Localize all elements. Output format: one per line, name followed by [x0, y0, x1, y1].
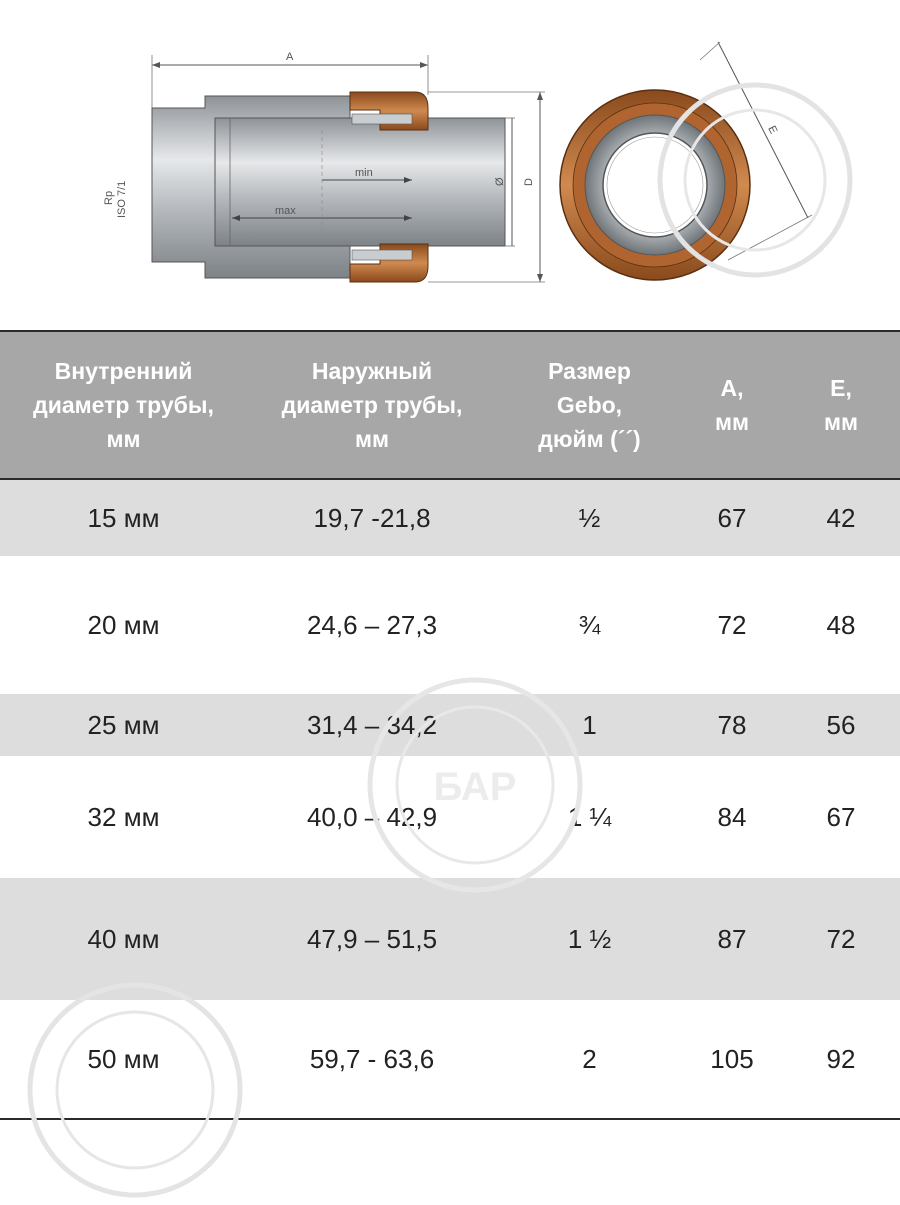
- rp-label: Rp: [103, 190, 115, 205]
- iso-label: ISO 7/1: [116, 180, 128, 218]
- cell-e: 92: [826, 1043, 856, 1074]
- fitting-drawing: [0, 0, 900, 320]
- watermark-middle-text: БАР: [433, 765, 517, 809]
- cell-e: 67: [826, 801, 856, 832]
- cell-outer: 40,0 – 42,9: [306, 801, 438, 832]
- cell-gebo: ¾: [578, 609, 601, 640]
- header-gebo-size: Размер Gebo, дюйм (´´): [538, 358, 641, 452]
- phi-label: Ø: [494, 177, 506, 186]
- cell-outer: 59,7 - 63,6: [309, 1043, 435, 1074]
- header-inner-diameter: Внутренний диаметр трубы, мм: [33, 358, 214, 452]
- cell-a: 67: [717, 502, 747, 533]
- cell-inner: 20 мм: [87, 609, 160, 640]
- table-row: [0, 694, 900, 756]
- cell-inner: 40 мм: [87, 923, 160, 954]
- table-row: [0, 1000, 900, 1118]
- dimension-a-label: A: [286, 51, 294, 63]
- cell-outer: 31,4 – 34,2: [306, 709, 438, 740]
- cell-outer: 19,7 -21,8: [313, 502, 431, 533]
- cell-gebo: 1 ½: [567, 923, 612, 954]
- cell-gebo: 1: [582, 709, 597, 740]
- table-row: [0, 480, 900, 556]
- min-label: min: [355, 167, 373, 179]
- dimensions-table: [0, 330, 900, 1120]
- table-row: [0, 556, 900, 694]
- cell-gebo: ½: [578, 502, 601, 533]
- cell-inner: 25 мм: [87, 709, 160, 740]
- d-label: D: [523, 178, 535, 186]
- cell-inner: 32 мм: [87, 801, 160, 832]
- e-label: E: [765, 123, 780, 136]
- cell-e: 72: [826, 923, 856, 954]
- cell-outer: 24,6 – 27,3: [306, 609, 438, 640]
- max-label: max: [275, 205, 296, 217]
- cell-outer: 47,9 – 51,5: [306, 923, 438, 954]
- cell-a: 78: [717, 709, 747, 740]
- table-row: [0, 756, 900, 878]
- header-outer-diameter: Наружный диаметр трубы, мм: [281, 358, 463, 452]
- cell-e: 56: [826, 709, 856, 740]
- header-a: A, мм: [714, 375, 750, 435]
- cell-inner: 50 мм: [87, 1043, 160, 1074]
- cell-e: 42: [826, 502, 856, 533]
- cell-a: 105: [710, 1043, 754, 1074]
- side-view: [103, 51, 545, 282]
- table-row: [0, 878, 900, 1000]
- front-view: [560, 42, 812, 280]
- cell-e: 48: [826, 609, 856, 640]
- cell-a: 72: [717, 609, 747, 640]
- table-header: [0, 332, 900, 480]
- cell-a: 87: [717, 923, 747, 954]
- cell-gebo: 2: [582, 1043, 597, 1074]
- cell-gebo: 1 ¼: [567, 801, 612, 832]
- cell-a: 84: [717, 801, 747, 832]
- header-e: E, мм: [823, 375, 859, 435]
- cell-inner: 15 мм: [87, 502, 160, 533]
